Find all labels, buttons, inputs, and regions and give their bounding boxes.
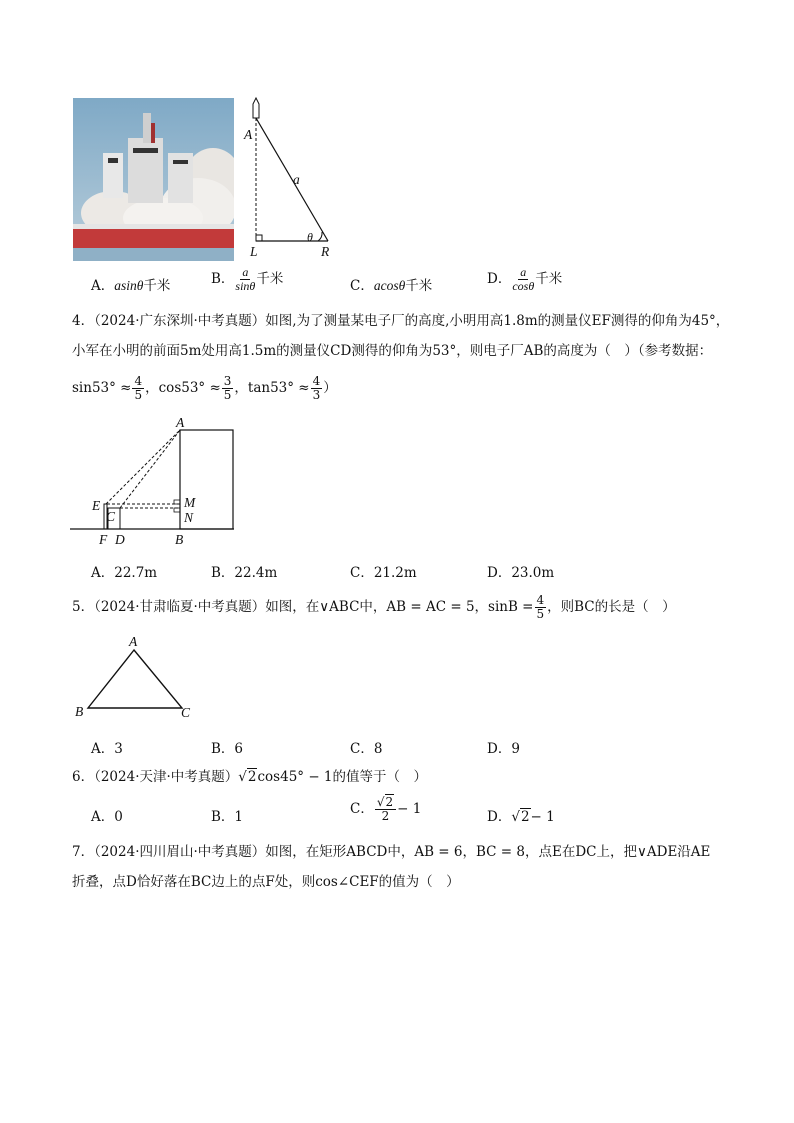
q4-label-F: F	[99, 532, 108, 547]
q3-label-A: A	[244, 127, 253, 142]
q4-label-D: D	[115, 532, 125, 547]
q6-option-d: D．√2− 1	[487, 809, 555, 825]
q5-label-B: B	[75, 704, 84, 719]
q5-option-a: A．3	[91, 741, 123, 757]
q4-option-c: C．21.2m	[350, 565, 417, 581]
q6-option-b: B．1	[211, 809, 244, 825]
q4-label-M: M	[184, 495, 196, 510]
q5-option-b: B．6	[211, 741, 244, 757]
q3-label-theta: θ	[307, 230, 313, 244]
q4-reference-data: sin53° ≈ $\frac{4}{5}$ ，cos53° ≈ $\frac{3}{5}$ ，tan53° ≈ $\frac{4}{3}$ ）	[72, 374, 337, 402]
q5-stem: 5．（2024·甘肃临夏·中考真题）如图，在∨ABC中，AB = AC = 5，sinB = $\frac{4}{5}$ ，则BC的长是（ ）	[72, 593, 676, 621]
q5-option-c: C．8	[350, 741, 383, 757]
q6-option-c: C． $\frac{√2}{2}$ − 1	[350, 795, 422, 823]
q7-stem-line2: 折叠，点D恰好落在BC边上的点F处，则cos∠CEF的值为（ ）	[72, 874, 460, 890]
rocket-launch-photo	[73, 98, 234, 261]
q3-label-R: R	[321, 244, 330, 259]
q4-stem-line1: 4．（2024·广东深圳·中考真题）如图,为了测量某电子厂的高度,小明用高1.8m的测量仪EF测得的仰角为45°，	[72, 313, 730, 329]
q4-label-B: B	[175, 532, 184, 547]
q4-label-A: A	[176, 415, 185, 430]
q4-stem-line2: 小军在小明的前面5m处用高1.5m的测量仪CD测得的仰角为53°，则电子厂AB的高度为（ ）（参考数据：	[72, 343, 713, 359]
q3-option-c: C．acosθ千米	[350, 278, 433, 294]
q5-option-d: D．9	[487, 741, 520, 757]
q3-option-d: D． $\frac{a}{\cos\theta}$ 千米	[487, 265, 563, 293]
q3-option-a: A．asinθ千米	[91, 278, 171, 294]
q4-factory-diagram	[70, 420, 245, 535]
q4-label-E: E	[92, 498, 101, 513]
q4-label-N: N	[184, 510, 194, 525]
q6-option-a: A．0	[91, 809, 123, 825]
q3-triangle-diagram	[236, 96, 346, 261]
q3-option-b: B． $\frac{a}{\sin\theta}$ 千米	[211, 265, 284, 293]
q4-option-d: D．23.0m	[487, 565, 555, 581]
q5-label-A: A	[129, 634, 138, 649]
q3-label-L: L	[250, 244, 258, 259]
q4-label-C: C	[106, 509, 116, 524]
q5-label-C: C	[181, 705, 191, 720]
q4-option-b: B．22.4m	[211, 565, 278, 581]
q4-option-a: A．22.7m	[91, 565, 158, 581]
q6-stem: 6．（2024·天津·中考真题）√2cos45° − 1的值等于（ ）	[72, 769, 428, 785]
q7-stem-line1: 7．（2024·四川眉山·中考真题）如图，在矩形ABCD中，AB = 6，BC = 8，点E在DC上，把∨ADE沿AE	[72, 844, 711, 860]
q3-label-a: a	[293, 172, 300, 187]
